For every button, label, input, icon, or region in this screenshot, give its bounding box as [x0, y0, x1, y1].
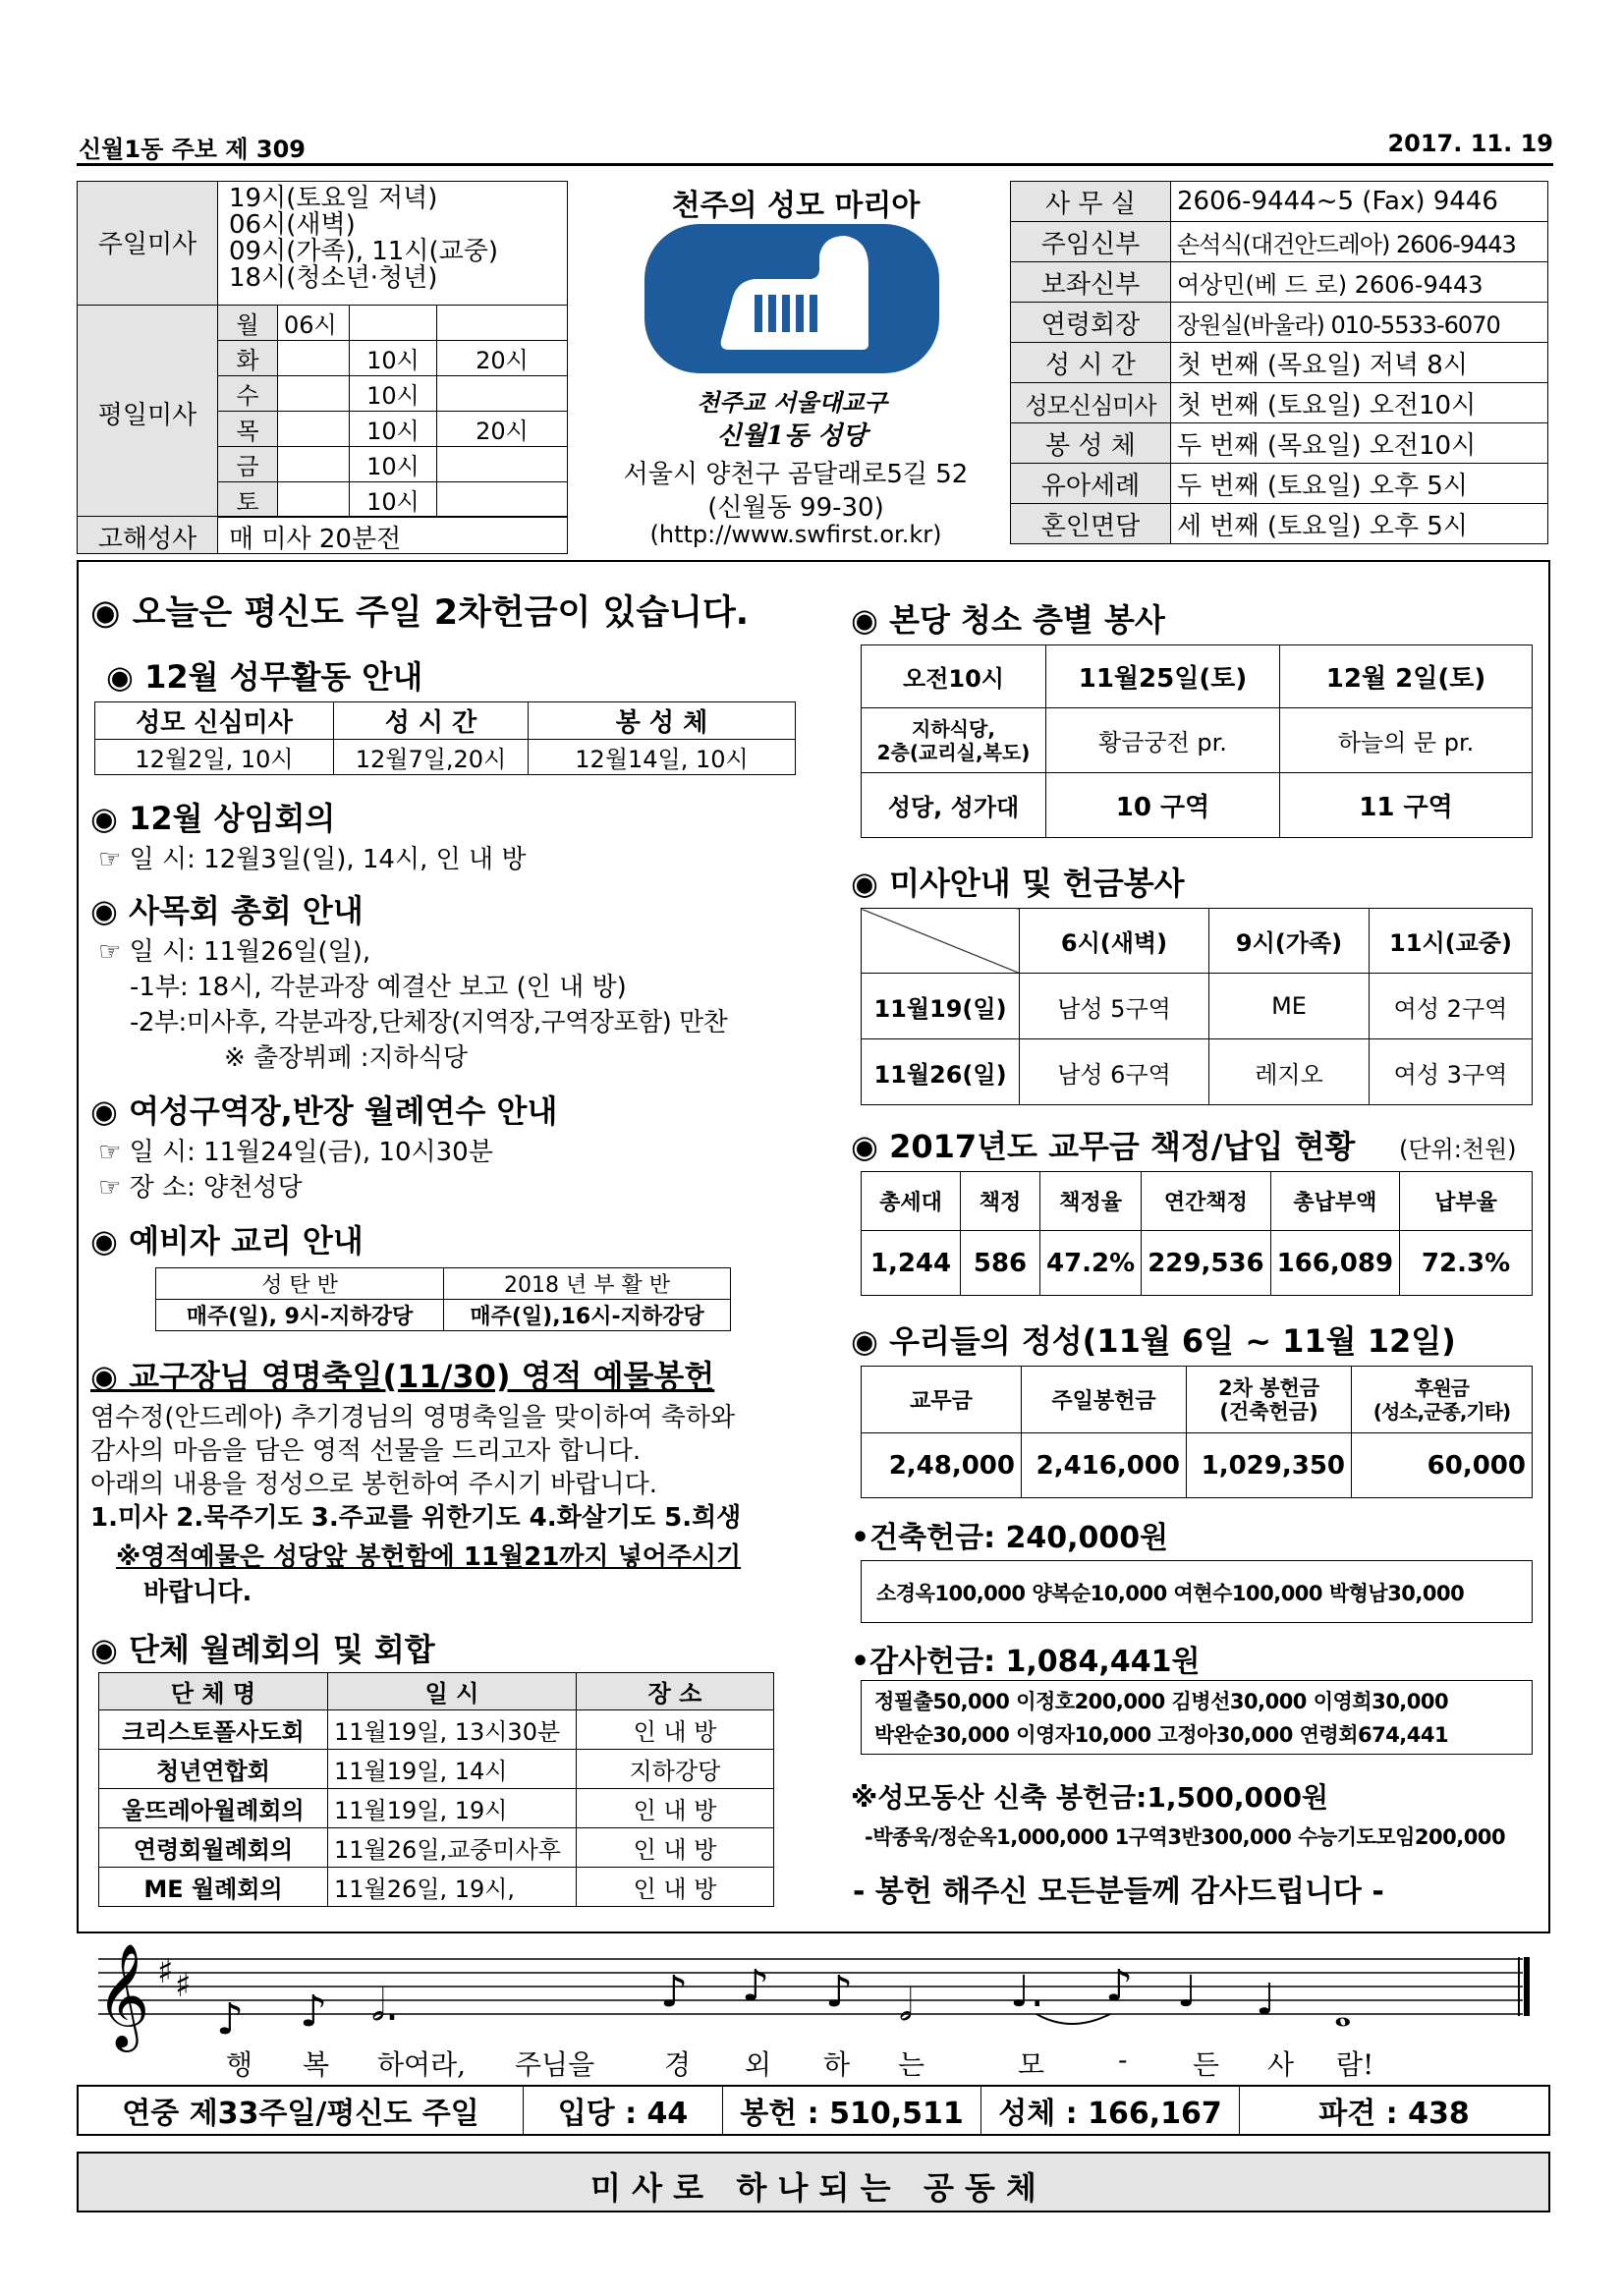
contact-row: [1011, 464, 1548, 504]
lyric-syllable: 경: [664, 2048, 692, 2081]
offering-value: 2,416,000: [1022, 1433, 1187, 1498]
mass-guide-cell: 여성 2구역: [1370, 974, 1533, 1039]
sharp-icon: ♯: [157, 1952, 174, 1991]
weekday-day: 화: [218, 341, 278, 376]
lyric-syllable: 는: [898, 2048, 925, 2081]
dec-activity-header: 봉 성 체: [529, 702, 796, 740]
mass-guide-row: [862, 974, 1533, 1039]
church-address-2: (신월동 99-30): [707, 493, 884, 523]
contact-label: 사 무 실: [1011, 182, 1171, 222]
groups-meeting-table: [98, 1672, 774, 1907]
treble-clef-icon: 𝄞: [96, 1942, 150, 2047]
weekday-row: [218, 412, 568, 447]
eighth-note-icon: ♪: [742, 1961, 770, 2011]
catechumen-header: 2018 년 부 활 반: [444, 1268, 731, 1300]
diocese-fee-title: ◉ 2017년도 교무금 책정/납입 현황: [851, 1128, 1356, 1165]
contact-label: 보좌신부: [1011, 262, 1171, 303]
dec-activity-value-row: [95, 740, 796, 775]
group-time: 11월26일,교중미사후: [328, 1828, 577, 1868]
header-rule: [77, 163, 1553, 166]
diocese-fee-header: 책정: [961, 1172, 1040, 1231]
mass-guide-table: [861, 908, 1533, 1105]
mass-guide-cell: ME: [1209, 974, 1370, 1039]
church-address: 서울시 양천구 곰달래로5길 52: [623, 460, 969, 489]
hymn-lyrics: [0, 2044, 1624, 2079]
diocese-fee-header: 연간책정: [1142, 1172, 1270, 1231]
weekday-day: 금: [218, 447, 278, 482]
contact-row: [1011, 423, 1548, 464]
catechumen-value: 매주(일), 9시-지하강당: [156, 1300, 444, 1331]
bishop-feast-note: ※영적예물은 성당앞 봉헌함에 11월21까지 넣어주시기: [116, 1542, 742, 1572]
group-time: 11월19일, 19시: [328, 1789, 577, 1828]
eighth-note-icon: ♪: [825, 1967, 854, 2017]
eighth-note-icon: ♪: [216, 1994, 245, 2044]
offering-value: 1,029,350: [1187, 1433, 1352, 1498]
diocese-fee-value: 72.3%: [1400, 1231, 1533, 1296]
weekday-time-c: [437, 306, 568, 341]
groups-row: [99, 1750, 774, 1789]
mass-guide-cell: 남성 5구역: [1020, 974, 1209, 1039]
cleaning-area: 성당, 성가대: [862, 773, 1046, 838]
weekday-time-c: [437, 482, 568, 518]
contact-label: 성 시 간: [1011, 343, 1171, 383]
parish-patron-title: 천주의 성모 마리아: [671, 189, 921, 223]
contact-value: 두 번째 (목요일) 오전10시: [1171, 423, 1548, 464]
offering-value-row: [862, 1433, 1533, 1498]
entrance-hymn: 입당 : 44: [524, 2086, 723, 2135]
offering-title: ◉ 우리들의 정성(11월 6일 ~ 11월 12일): [851, 1322, 1456, 1360]
cleaning-row: [862, 773, 1533, 838]
tie-icon: [1036, 2014, 1110, 2024]
sunday-time-4: 18시(청소년·청년): [229, 263, 438, 293]
thanks-offering-detail-2: 박완순30,000 이영자10,000 고정아30,000 연령회674,441: [874, 1723, 1449, 1747]
contact-value: 2606-9444~5 (Fax) 9446: [1171, 182, 1548, 222]
footer-motto: 미 사 로 하 나 되 는 공 동 체: [590, 2169, 1036, 2207]
groups-row: [99, 1868, 774, 1907]
group-place: 인 내 방: [577, 1868, 774, 1907]
whole-note-icon: 𝅝: [1334, 1987, 1352, 2037]
contact-value: 여상민(베 드 로) 2606-9443: [1171, 262, 1548, 303]
diocese-fee-header: 총납부액: [1270, 1172, 1399, 1231]
group-time: 11월19일, 13시30분: [328, 1710, 577, 1750]
cleaning-assignee: 10 구역: [1046, 773, 1280, 838]
weekday-time-b: 10시: [350, 412, 437, 447]
dec-activity-header: 성 시 간: [334, 702, 529, 740]
lyric-syllable: 람!: [1336, 2048, 1374, 2081]
offering-header: 주일봉헌금: [1022, 1367, 1187, 1433]
weekday-time-b: [350, 306, 437, 341]
diocese-fee-value: 229,536: [1142, 1231, 1270, 1296]
standing-committee-title: ◉ 12월 상임회의: [90, 800, 336, 837]
contact-value: 손석식(대건안드레아) 2606-9443: [1171, 222, 1548, 262]
dec-activity-value: 12월14일, 10시: [529, 740, 796, 775]
mass-guide-header-row: [862, 909, 1533, 974]
gratitude-note: - 봉헌 해주신 모든분들께 감사드립니다 -: [853, 1875, 1384, 1909]
sunday-time-1: 19시(토요일 저녁): [229, 184, 438, 213]
weekday-time-a: [278, 376, 350, 412]
quarter-note-icon: ♩: [1256, 1975, 1276, 2025]
group-name: 울뜨레아월례회의: [99, 1789, 328, 1828]
mass-guide-cell: 레지오: [1209, 1039, 1370, 1105]
weekday-day: 수: [218, 376, 278, 412]
diocese-fee-table: [861, 1171, 1533, 1296]
diocese-fee-value: 586: [961, 1231, 1040, 1296]
mass-guide-cell: 여성 3구역: [1370, 1039, 1533, 1105]
final-barline-thick: [1524, 1957, 1530, 2016]
weekday-time-b: 10시: [350, 341, 437, 376]
cleaning-assignee: 11 구역: [1280, 773, 1533, 838]
weekday-row: [218, 482, 568, 518]
contact-row: [1011, 343, 1548, 383]
liturgy-stats-row: [78, 2086, 1549, 2135]
sunday-time-3: 09시(가족), 11시(교중): [229, 237, 498, 266]
group-time: 11월19일, 14시: [328, 1750, 577, 1789]
groups-meeting-title: ◉ 단체 월례회의 및 회합: [90, 1631, 435, 1668]
cleaning-row: [862, 708, 1533, 773]
lyric-syllable: 행: [226, 2048, 253, 2081]
group-name: ME 월례회의: [99, 1868, 328, 1907]
mass-guide-cell: 남성 6구역: [1020, 1039, 1209, 1105]
eighth-note-icon: ♪: [660, 1967, 689, 2017]
weekday-time-a: 06시: [278, 306, 350, 341]
contact-value: 첫 번째 (토요일) 오전10시: [1171, 383, 1548, 423]
offering-table: [861, 1366, 1533, 1498]
issue-date: 2017. 11. 19: [1387, 130, 1553, 157]
contact-label: 연령회장: [1011, 303, 1171, 343]
cleaning-assignee: 황금궁전 pr.: [1046, 708, 1280, 773]
catechumen-title: ◉ 예비자 교리 안내: [90, 1222, 364, 1260]
communion-hymn: 성체 : 166,167: [981, 2086, 1240, 2135]
contact-value: 장원실(바울라) 010-5533-6070: [1171, 303, 1548, 343]
offering-header: 후원금 (성소,군종,기타): [1352, 1367, 1533, 1433]
contact-row: [1011, 303, 1548, 343]
bishop-feast-text-3: 아래의 내용을 정성으로 봉헌하여 주시기 바랍니다.: [90, 1470, 658, 1499]
catechumen-header-row: [156, 1268, 731, 1300]
mass-guide-row: [862, 1039, 1533, 1105]
offering-value: 2,48,000: [862, 1433, 1022, 1498]
weekday-table: [217, 305, 568, 518]
lyric-syllable: 사: [1267, 2048, 1295, 2081]
eighth-note-icon: ♪: [1105, 1961, 1134, 2011]
dec-activity-header: 성모 신심미사: [95, 702, 334, 740]
statue-garden-detail: -박종욱/정순옥1,000,000 1구역3반300,000 수능기도모임200,000: [865, 1825, 1506, 1849]
building-fund-title: •건축헌금: 240,000원: [851, 1521, 1169, 1555]
contact-label: 유아세례: [1011, 464, 1171, 504]
confession-value: 매 미사 20분전: [229, 525, 402, 554]
diocese-fee-header-row: [862, 1172, 1533, 1231]
cleaning-header: 오전10시: [862, 645, 1046, 708]
weekday-time-c: [437, 447, 568, 482]
weekday-time-c: 20시: [437, 412, 568, 447]
contact-row: [1011, 383, 1548, 423]
groups-row: [99, 1710, 774, 1750]
pastoral-council-note: ※ 출장뷔페 :지하식당: [224, 1043, 469, 1073]
lyric-syllable: 든: [1193, 2048, 1220, 2081]
groups-row: [99, 1789, 774, 1828]
bishop-feast-text-2: 감사의 마음을 담은 영적 선물을 드리고자 합니다.: [90, 1436, 642, 1466]
weekday-day: 토: [218, 482, 278, 518]
diocese-fee-value-row: [862, 1231, 1533, 1296]
cleaning-header: 12월 2일(토): [1280, 645, 1533, 708]
half-note-icon: 𝅗𝅥: [899, 1981, 913, 2031]
bishop-feast-text-4: 1.미사 2.묵주기도 3.주교를 위한기도 4.화살기도 5.희생: [90, 1503, 742, 1533]
weekday-row: [218, 376, 568, 412]
women-training-place: ☞ 장 소: 양천성당: [98, 1173, 303, 1203]
statue-garden-title: ※성모동산 신축 봉헌금:1,500,000원: [851, 1781, 1329, 1814]
catechumen-header: 성 탄 반: [156, 1268, 444, 1300]
bishop-feast-text-1: 염수정(안드레아) 추기경님의 영명축일을 맞이하여 축하와: [90, 1403, 736, 1432]
cleaning-header: 11월25일(토): [1046, 645, 1280, 708]
lyric-syllable: -: [1118, 2044, 1128, 2076]
headline-notice: ◉ 오늘은 평신도 주일 2차헌금이 있습니다.: [90, 593, 750, 633]
weekday-time-b: 10시: [350, 447, 437, 482]
offertory-hymn: 봉헌 : 510,511: [723, 2086, 981, 2135]
offering-value: 60,000: [1352, 1433, 1533, 1498]
standing-committee-time: ☞ 일 시: 12월3일(일), 14시, 인 내 방: [98, 845, 527, 874]
contact-label: 주임신부: [1011, 222, 1171, 262]
groups-header: 단 체 명: [99, 1673, 328, 1710]
issue-number: 신월1동 주보 제 309: [79, 136, 306, 163]
mass-guide-title: ◉ 미사안내 및 헌금봉사: [851, 865, 1185, 902]
offering-header: 2차 봉헌금 (건축헌금): [1187, 1367, 1352, 1433]
sunday-times: [229, 186, 498, 292]
sharp-icon: ♯: [175, 1966, 192, 2005]
church-website[interactable]: (http://www.swfirst.or.kr): [649, 521, 942, 548]
contacts-table: [1010, 181, 1548, 544]
contact-label: 혼인면담: [1011, 504, 1171, 544]
mass-guide-date: 11월26(일): [862, 1039, 1020, 1105]
dec-activity-table: [94, 701, 796, 775]
sunday-mass-label: 주일미사: [97, 230, 197, 259]
lyric-syllable: 하여라,: [377, 2048, 467, 2081]
catechumen-table: [155, 1267, 731, 1331]
diocese-fee-header: 총세대: [862, 1172, 961, 1231]
mass-guide-date: 11월19(일): [862, 974, 1020, 1039]
group-name: 연령회월례회의: [99, 1828, 328, 1868]
dec-activity-value: 12월7일,20시: [334, 740, 529, 775]
weekday-row: [218, 306, 568, 341]
lyric-syllable: 모: [1018, 2048, 1045, 2081]
group-time: 11월26일, 19시,: [328, 1868, 577, 1907]
weekday-time-a: [278, 447, 350, 482]
weekday-row: [218, 447, 568, 482]
dec-activity-title: ◉ 12월 성무활동 안내: [106, 658, 423, 696]
women-training-title: ◉ 여성구역장,반장 월례연수 안내: [90, 1092, 558, 1130]
weekday-time-b: 10시: [350, 482, 437, 518]
pastoral-council-time: ☞ 일 시: 11월26일(일),: [98, 937, 371, 967]
cleaning-title: ◉ 본당 청소 층별 봉사: [851, 601, 1165, 639]
sunday-time-2: 06시(새벽): [229, 210, 356, 240]
church-script-line2: 신월1동 성당: [716, 421, 868, 451]
cleaning-table: [861, 644, 1533, 838]
building-fund-detail: 소경옥100,000 양복순10,000 여현수100,000 박형남30,000: [876, 1582, 1465, 1605]
mass-guide-corner: [862, 909, 1020, 974]
eighth-note-icon: ♪: [300, 1987, 328, 2037]
women-training-time: ☞ 일 시: 11월24일(금), 10시30분: [98, 1138, 493, 1167]
weekday-row: [218, 341, 568, 376]
diocese-fee-value: 166,089: [1270, 1231, 1399, 1296]
pastoral-council-part1: -1부: 18시, 각분과장 예결산 보고 (인 내 방): [130, 973, 627, 1002]
dotted-quarter-note-icon: ♩.: [1010, 1967, 1044, 2017]
group-place: 지하강당: [577, 1750, 774, 1789]
groups-header-row: [99, 1673, 774, 1710]
contact-label: 봉 성 체: [1011, 423, 1171, 464]
cleaning-area: 지하식당, 2층(교리실,복도): [862, 708, 1046, 773]
sunday-name: 연중 제33주일/평신도 주일: [78, 2086, 524, 2135]
pastoral-council-title: ◉ 사목회 총회 안내: [90, 892, 364, 929]
weekday-time-a: [278, 341, 350, 376]
weekday-day: 월: [218, 306, 278, 341]
catechumen-value-row: [156, 1300, 731, 1331]
contact-row: [1011, 262, 1548, 303]
group-place: 인 내 방: [577, 1710, 774, 1750]
contact-row: [1011, 222, 1548, 262]
offering-header: 교무금: [862, 1367, 1022, 1433]
cleaning-assignee: 하늘의 문 pr.: [1280, 708, 1533, 773]
bishop-feast-title: ◉ 교구장님 영명축일(11/30) 영적 예물봉헌: [90, 1358, 715, 1395]
contact-value: 세 번째 (토요일) 오후 5시: [1171, 504, 1548, 544]
diocese-fee-header: 납부율: [1400, 1172, 1533, 1231]
groups-header: 일 시: [328, 1673, 577, 1710]
cleaning-header-row: [862, 645, 1533, 708]
mass-guide-header: 11시(교중): [1370, 909, 1533, 974]
lyric-syllable: 외: [745, 2048, 772, 2081]
diocese-fee-value: 47.2%: [1040, 1231, 1142, 1296]
confession-label: 고해성사: [97, 525, 197, 554]
parish-logo: [644, 224, 939, 373]
dotted-half-note-icon: 𝅗𝅥.: [371, 1981, 399, 2031]
thanks-offering-detail-1: 정필출50,000 이정호200,000 김병선30,000 이영희30,000: [874, 1690, 1449, 1713]
diocese-fee-unit: (단위:천원): [1399, 1136, 1517, 1163]
group-place: 인 내 방: [577, 1789, 774, 1828]
groups-row: [99, 1828, 774, 1868]
weekday-day: 목: [218, 412, 278, 447]
dec-activity-value: 12월2일, 10시: [95, 740, 334, 775]
groups-header: 장 소: [577, 1673, 774, 1710]
group-name: 청년연합회: [99, 1750, 328, 1789]
dec-activity-header-row: [95, 702, 796, 740]
church-script-line1: 천주교 서울대교구: [697, 388, 887, 417]
thanks-offering-title: •감사헌금: 1,084,441원: [851, 1645, 1201, 1679]
mass-guide-header: 9시(가족): [1209, 909, 1370, 974]
catechumen-value: 매주(일),16시-지하강당: [444, 1300, 731, 1331]
contact-row: [1011, 504, 1548, 544]
diocese-fee-value: 1,244: [862, 1231, 961, 1296]
contact-value: 첫 번째 (목요일) 저녁 8시: [1171, 343, 1548, 383]
group-name: 크리스토폴사도회: [99, 1710, 328, 1750]
pastoral-council-part2: -2부:미사후, 각분과장,단체장(지역장,구역장포함) 만찬: [130, 1008, 728, 1037]
bishop-feast-note-2: 바랍니다.: [143, 1578, 252, 1607]
offering-header-row: [862, 1367, 1533, 1433]
weekday-time-a: [278, 412, 350, 447]
quarter-note-icon: ♩: [1177, 1967, 1198, 2017]
diocese-fee-header: 책정율: [1040, 1172, 1142, 1231]
weekday-time-b: 10시: [350, 376, 437, 412]
weekday-time-c: [437, 376, 568, 412]
mass-guide-header: 6시(새벽): [1020, 909, 1209, 974]
contact-value: 두 번째 (토요일) 오후 5시: [1171, 464, 1548, 504]
liturgy-stats-bar: [77, 2085, 1550, 2136]
weekday-mass-label: 평일미사: [97, 401, 197, 430]
lyric-syllable: 하: [823, 2048, 851, 2081]
weekday-time-c: 20시: [437, 341, 568, 376]
lyric-syllable: 복: [303, 2048, 330, 2081]
lyric-syllable: 주님을: [515, 2048, 595, 2081]
weekday-time-a: [278, 482, 350, 518]
contact-row: [1011, 182, 1548, 222]
group-place: 인 내 방: [577, 1828, 774, 1868]
contact-label: 성모신심미사: [1011, 383, 1171, 423]
dismissal-hymn: 파견 : 438: [1240, 2086, 1550, 2135]
